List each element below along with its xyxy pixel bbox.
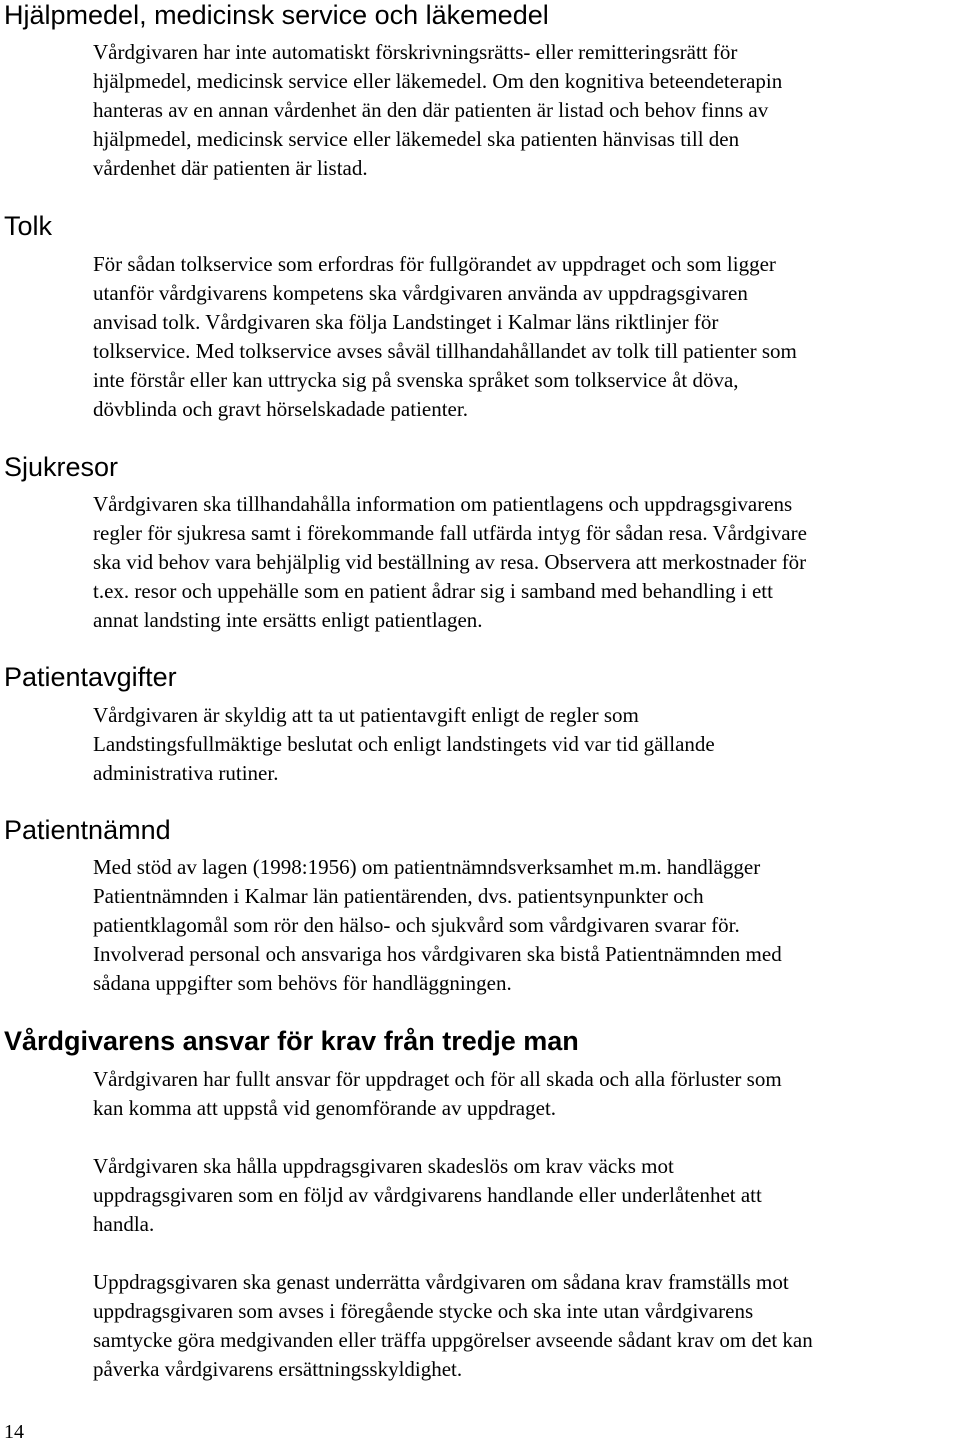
paragraph-tredje-man-3: Uppdragsgivaren ska genast underrätta vårdgivaren om sådana krav framställs mot uppdragsgivaren som avses i föregående stycke och ska inte utan vårdgivarens samtycke göra medgivanden eller träffa uppgörelser avseende sådant krav om det kan påverka vårdgivarens ersättningsskyldighet. [93, 1270, 813, 1381]
section-heading-sjukresor: Sjukresor [4, 452, 119, 482]
section-heading-tolk: Tolk [4, 211, 53, 241]
paragraph-patientavgifter: Vårdgivaren är skyldig att ta ut patientavgift enligt de regler som Landstingsfullmäktige beslutat och enligt landstingets vid var tid gällande administrativa rutiner. [93, 703, 715, 785]
paragraph-sjukresor: Vårdgivaren ska tillhandahålla information om patientlagens och uppdragsgivarens regler för sjukresa samt i förekommande fall utfärda intyg för sådan resa. Vårdgivare ska vid behov vara behjälplig vid beställning av resa. Observera att merkostnader för t.ex. resor och uppehälle som en patient ådrar sig i samband med behandling i ett annat landsting inte ersätts enligt patientlagen. [93, 492, 807, 632]
paragraph-hjalpmedel: Vårdgivaren har inte automatiskt förskrivningsrätts- eller remitteringsrätt för hjälpmedel, medicinsk service eller läkemedel. Om den kognitiva beteendeterapin hanteras av en annan vårdenhet än den där patienten är listad och behov finns av hjälpmedel, medicinsk service eller läkemedel ska patienten hänvisas till den vårdenhet där patienten är listad. [93, 40, 783, 180]
section-heading-patientavgifter: Patientavgifter [4, 662, 177, 692]
page-number: 14 [4, 1421, 24, 1443]
paragraph-tredje-man-2: Vårdgivaren ska hålla uppdragsgivaren skadeslös om krav väcks mot uppdragsgivaren som en följd av vårdgivarens handlande eller underlåtenhet att handla. [93, 1154, 762, 1236]
paragraph-tredje-man-1: Vårdgivaren har fullt ansvar för uppdraget och för all skada och alla förluster som kan komma att uppstå vid genomförande av uppdraget. [93, 1067, 782, 1120]
section-heading-hjalpmedel: Hjälpmedel, medicinsk service och läkemedel [4, 0, 549, 30]
section-heading-tredje-man: Vårdgivarens ansvar för krav från tredje man [4, 1026, 579, 1056]
paragraph-tolk: För sådan tolkservice som erfordras för fullgörandet av uppdraget och som ligger utanför vårdgivarens kompetens ska vårdgivaren använda av uppdragsgivaren anvisad tolk. Vårdgivaren ska följa Landstinget i Kalmar läns riktlinjer för tolkservice. Med tolkservice avses såväl tillhandahållandet av tolk till patienter som inte förstår eller kan uttrycka sig på svenska språket som tolkservice åt döva, dövblinda och gravt hörselskadade patienter. [93, 252, 797, 421]
paragraph-patientnamnd: Med stöd av lagen (1998:1956) om patientnämndsverksamhet m.m. handlägger Patientnämnden i Kalmar län patientärenden, dvs. patientsynpunkter och patientklagomål som rör den hälso- och sjukvård som vårdgivaren svarar för. Involverad personal och ansvariga hos vårdgivaren ska bistå Patientnämnden med sådana uppgifter som behövs för handläggningen. [93, 855, 782, 995]
section-heading-patientnamnd: Patientnämnd [4, 815, 171, 845]
